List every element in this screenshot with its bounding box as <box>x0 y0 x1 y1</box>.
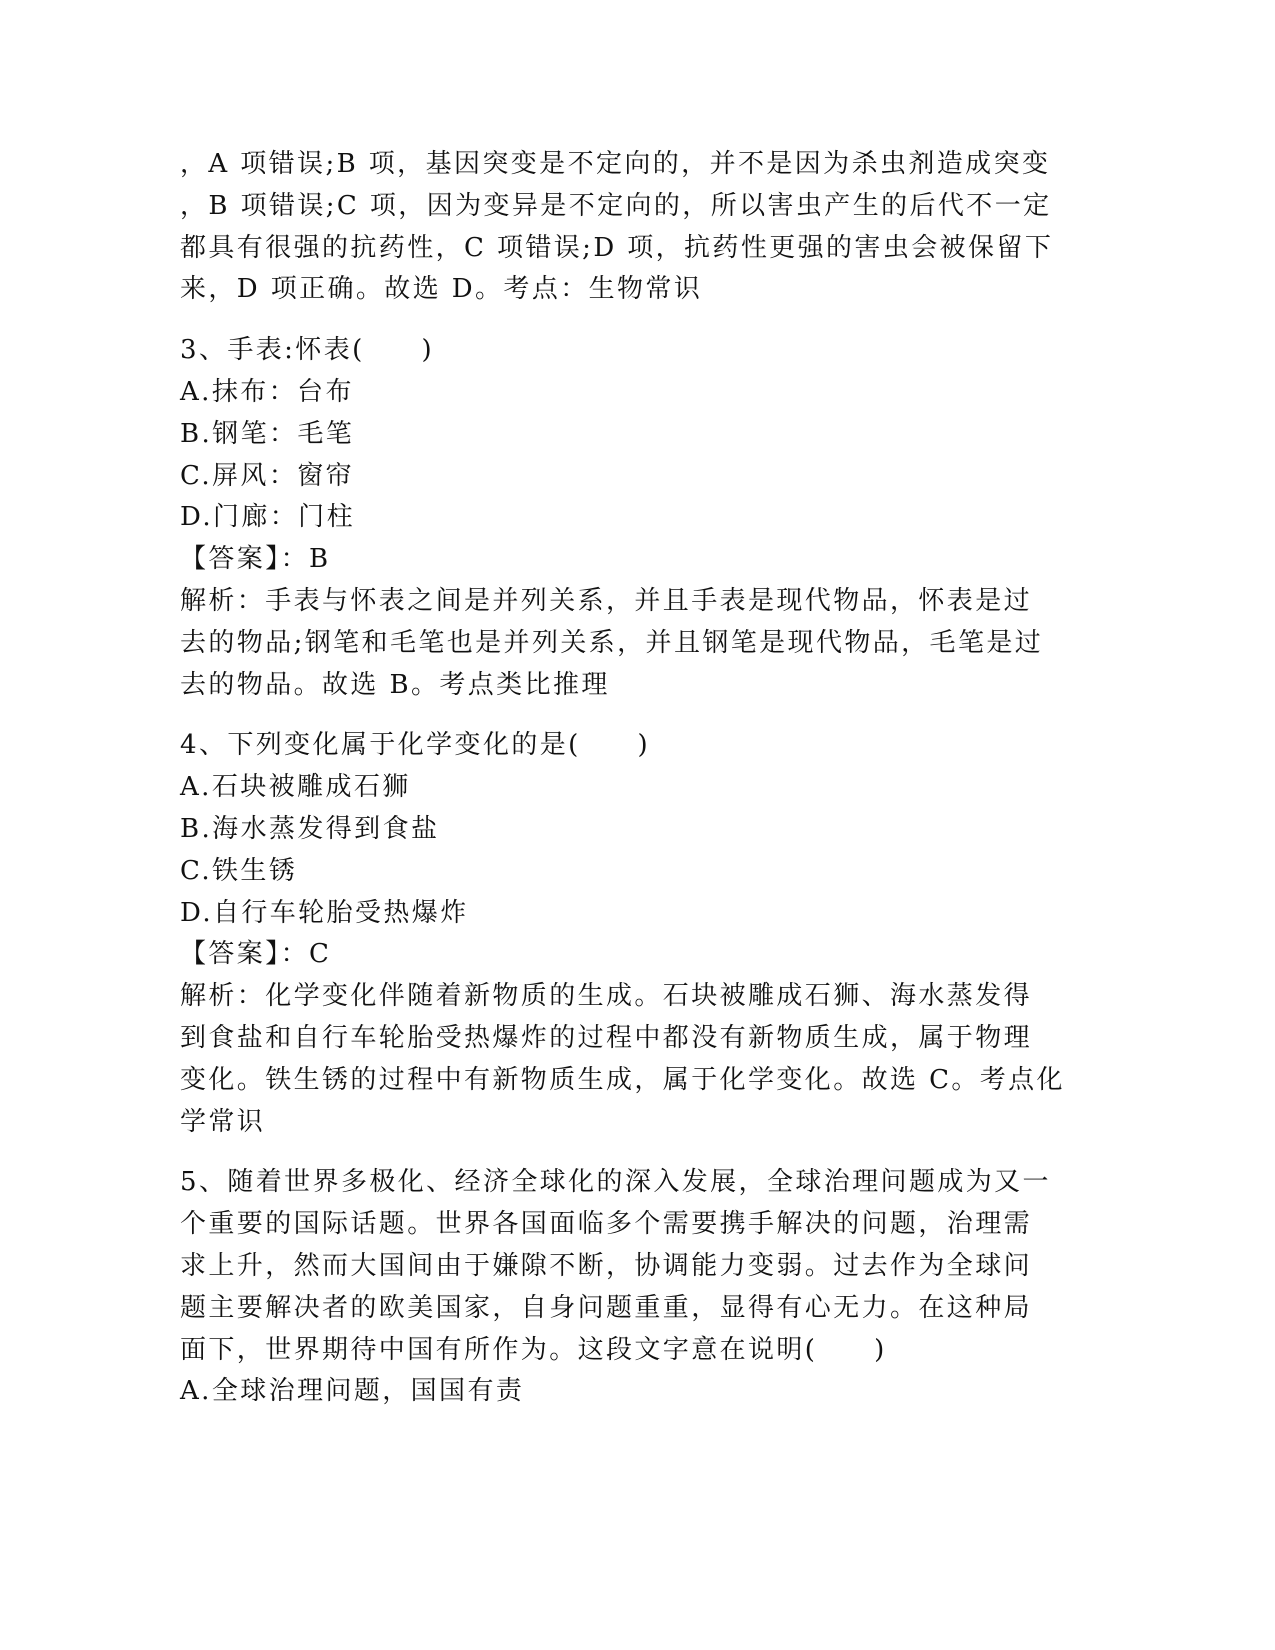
analysis-line: 去的物品;钢笔和毛笔也是并列关系，并且钢笔是现代物品，毛笔是过 <box>180 627 1044 658</box>
option-d: D.门廊：门柱 <box>180 502 355 533</box>
document-page <box>180 144 1065 1413</box>
analysis-line: 到食盐和自行车轮胎受热爆炸的过程中都没有新物质生成，属于物理 <box>180 1022 1033 1053</box>
analysis-line: 变化。铁生锈的过程中有新物质生成，属于化学变化。故选 C。考点化 <box>180 1064 1065 1095</box>
spacer <box>180 706 1060 725</box>
option-b: B.钢笔：毛笔 <box>180 418 355 449</box>
question-4 <box>180 725 1065 1143</box>
question-3 <box>180 330 1060 706</box>
question-stem: 4、下列变化属于化学变化的是( ) <box>180 730 651 761</box>
question-stem: 5、随着世界多极化、经济全球化的深入发展，全球治理问题成为又一 <box>180 1167 1051 1198</box>
text-line: 都具有很强的抗药性，C 项错误;D 项，抗药性更强的害虫会被保留下 <box>180 232 1054 263</box>
option-a: A.抹布：台布 <box>180 376 354 407</box>
analysis-line: 解析：化学变化伴随着新物质的生成。石块被雕成石狮、海水蒸发得 <box>180 981 1033 1012</box>
option-a: A.全球治理问题，国国有责 <box>180 1376 525 1407</box>
question-stem: 题主要解决者的欧美国家，自身问题重重，显得有心无力。在这种局 <box>180 1292 1033 1323</box>
question-stem: 面下，世界期待中国有所作为。这段文字意在说明( ) <box>180 1334 887 1365</box>
text-line: 来，D 项正确。故选 D。考点：生物常识 <box>180 274 703 305</box>
analysis-line: 解析：手表与怀表之间是并列关系，并且手表是现代物品，怀表是过 <box>180 585 1033 616</box>
spacer <box>180 311 1060 330</box>
answer-line: 【答案】：C <box>180 939 332 970</box>
analysis-line: 学常识 <box>180 1106 266 1137</box>
option-b: B.海水蒸发得到食盐 <box>180 813 440 844</box>
option-c: C.铁生锈 <box>180 855 298 886</box>
text-line: ，A 项错误;B 项，基因突变是不定向的，并不是因为杀虫剂造成突变 <box>180 149 1051 179</box>
analysis-line: 去的物品。故选 B。考点类比推理 <box>180 669 610 700</box>
option-d: D.自行车轮胎受热爆炸 <box>180 897 469 928</box>
previous-explanation <box>180 144 1060 311</box>
question-stem: 个重要的国际话题。世界各国面临多个需要携手解决的问题，治理需 <box>180 1209 1033 1240</box>
question-stem: 求上升，然而大国间由于嫌隙不断，协调能力变弱。过去作为全球问 <box>180 1250 1033 1281</box>
question-stem: 3、手表:怀表( ) <box>180 335 434 366</box>
spacer <box>180 1143 1060 1162</box>
text-line: ，B 项错误;C 项，因为变异是不定向的，所以害虫产生的后代不一定 <box>180 190 1052 221</box>
option-c: C.屏风：窗帘 <box>180 460 355 491</box>
option-a: A.石块被雕成石狮 <box>180 772 411 803</box>
answer-line: 【答案】：B <box>180 544 331 575</box>
question-5 <box>180 1162 1060 1413</box>
